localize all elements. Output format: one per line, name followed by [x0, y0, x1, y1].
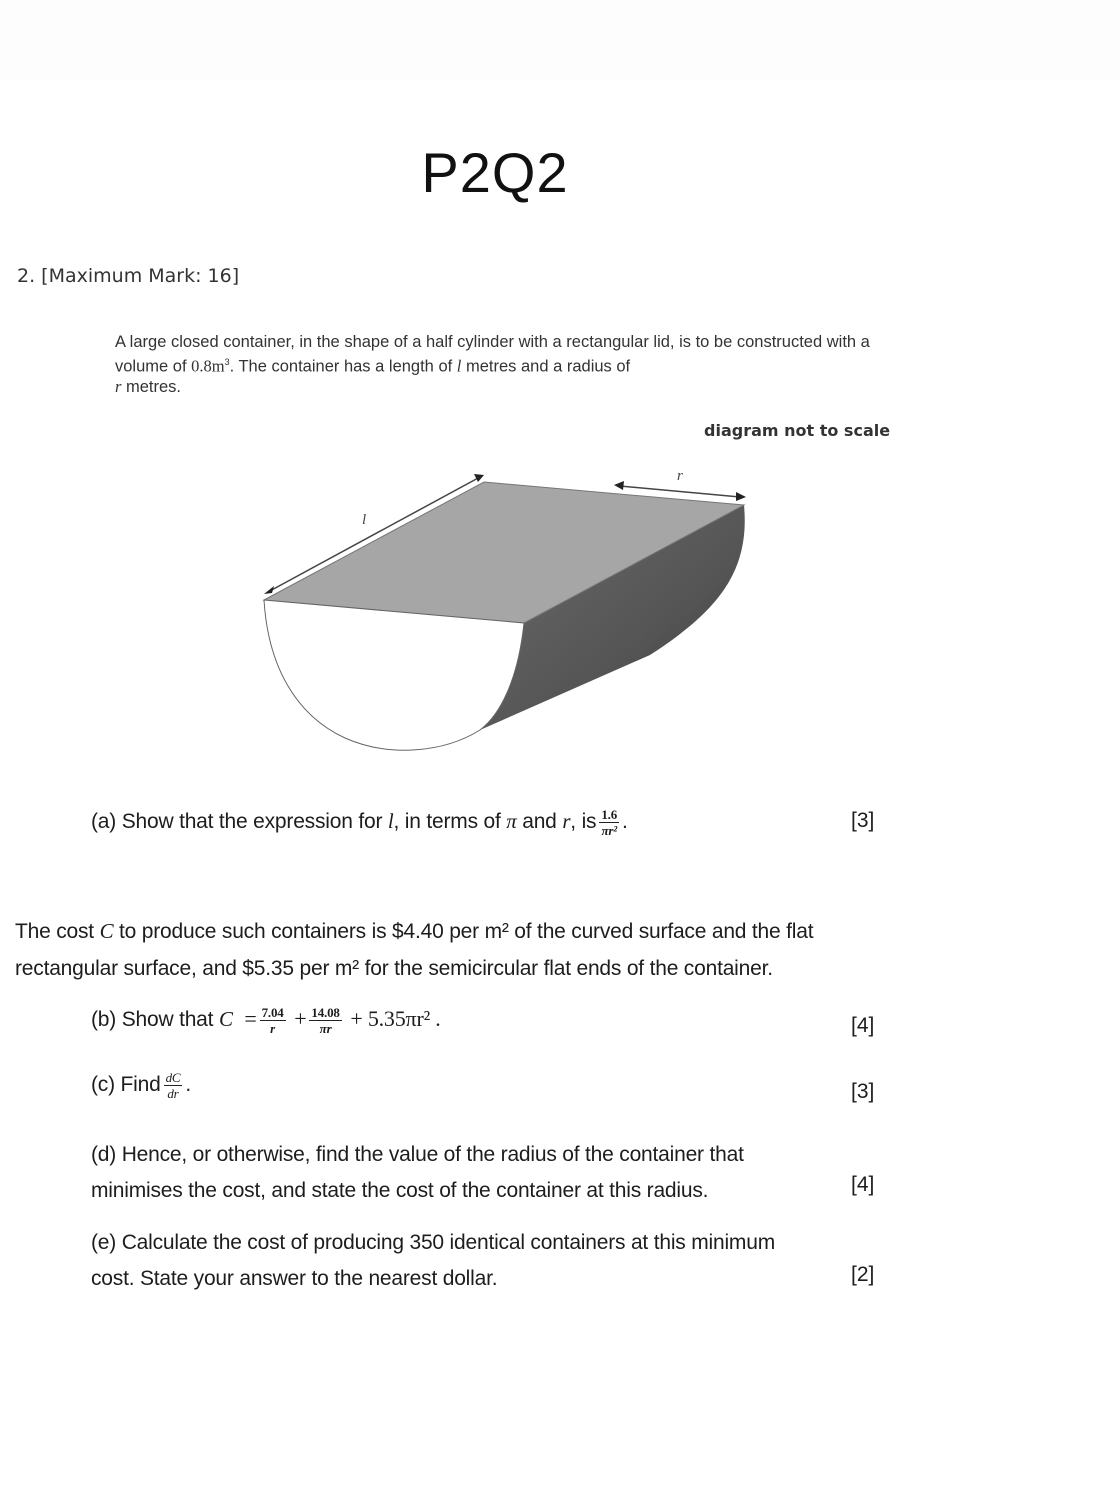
- period: .: [622, 810, 628, 834]
- volume-value: 0.8: [191, 356, 212, 376]
- half-cylinder-diagram: [250, 460, 770, 795]
- fraction-numerator: 1.6: [601, 807, 617, 822]
- part-d-text: minimises the cost, and state the cost of the container at this radius.: [91, 1179, 709, 1202]
- question-intro: [115, 332, 905, 397]
- part-a: [91, 807, 628, 838]
- cost-paragraph: [15, 913, 1005, 987]
- var-l: l: [387, 809, 394, 834]
- fraction-1: [260, 1005, 286, 1036]
- part-c-text: (c) Find: [91, 1073, 161, 1097]
- mark-e: [2]: [851, 1263, 875, 1286]
- part-a-text: and: [516, 810, 563, 834]
- question-header: 2. [Maximum Mark: 16]: [17, 265, 240, 287]
- equation-term: + 5.35πr² .: [350, 1006, 441, 1032]
- label-length: l: [362, 512, 367, 528]
- pi-symbol: π: [506, 809, 517, 834]
- diagram-note: diagram not to scale: [704, 421, 891, 440]
- part-d: [91, 1137, 744, 1209]
- var-c: C: [99, 919, 114, 943]
- fraction-denominator: dr: [167, 1086, 179, 1101]
- fraction-denominator: πr: [319, 1021, 332, 1036]
- volume-exponent: 3: [224, 357, 230, 367]
- period: .: [185, 1073, 191, 1097]
- mark-a: [3]: [851, 809, 875, 832]
- fraction-numerator: dC: [165, 1070, 181, 1085]
- var-r: r: [562, 809, 571, 834]
- part-c: [91, 1070, 191, 1101]
- part-b-text: (b) Show that: [91, 1008, 219, 1032]
- var-c: C: [218, 1007, 233, 1032]
- plus-sign: +: [294, 1006, 307, 1032]
- part-d-text: (d) Hence, or otherwise, find the value of the radius of the container that: [91, 1143, 744, 1166]
- fraction-numerator: 14.08: [311, 1005, 340, 1020]
- fraction-denominator: r: [270, 1021, 276, 1036]
- fraction-numerator: 7.04: [261, 1005, 284, 1020]
- var-r: r: [115, 376, 122, 396]
- fraction-denominator: πr²: [601, 823, 617, 838]
- equals-sign: =: [244, 1006, 257, 1032]
- part-b: [91, 1005, 441, 1036]
- var-l: l: [456, 356, 462, 376]
- top-band: [0, 0, 1120, 80]
- fraction-l: [599, 807, 619, 838]
- intro-text: . The container has a length of: [229, 357, 457, 376]
- part-e: [91, 1225, 775, 1297]
- derivative-fraction: [164, 1070, 183, 1101]
- paragraph-text: The cost: [15, 920, 100, 943]
- intro-text: metres and a radius of: [461, 357, 631, 376]
- intro-text: metres.: [121, 377, 182, 396]
- mark-d: [4]: [851, 1173, 875, 1196]
- paragraph-text: to produce such containers is $4.40 per m² of the curved surface and the flat: [113, 920, 814, 943]
- part-a-text: , in terms of: [393, 810, 507, 834]
- mark-b: [4]: [851, 1014, 875, 1037]
- intro-text: A large closed container, in the shape of a half cylinder with a rectangular lid, is to be constructed with a volume of: [115, 333, 870, 376]
- label-radius: r: [677, 468, 683, 484]
- fraction-2: [309, 1005, 341, 1036]
- part-e-text: (e) Calculate the cost of producing 350 identical containers at this minimum: [91, 1231, 775, 1254]
- part-a-text: (a) Show that the expression for: [91, 810, 388, 834]
- volume-unit: m: [211, 356, 225, 376]
- page-title: P2Q2: [421, 141, 569, 204]
- mark-c: [3]: [851, 1080, 875, 1103]
- part-e-text: cost. State your answer to the nearest dollar.: [91, 1267, 498, 1290]
- paragraph-text: rectangular surface, and $5.35 per m² for the semicircular flat ends of the container.: [15, 957, 773, 980]
- part-a-text: , is: [570, 810, 597, 834]
